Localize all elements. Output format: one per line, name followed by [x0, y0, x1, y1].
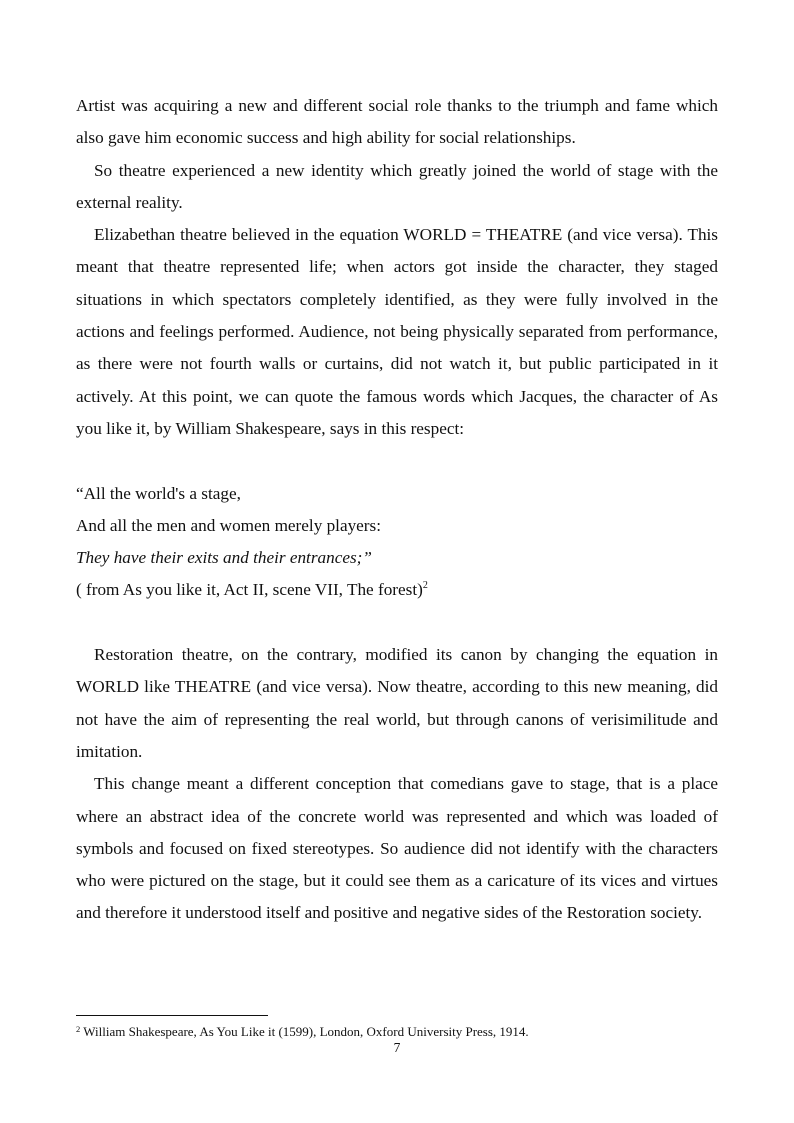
body-text: [76, 90, 718, 930]
quote-line-1: “All the world's a stage,: [76, 483, 241, 503]
quote-line-3: They have their exits and their entrances;”: [76, 548, 372, 568]
paragraph-artist-role: Artist was acquiring a new and different social role thanks to the triumph and fame which also gave him economic success and high ability for social relationships.: [76, 96, 718, 148]
footnote-number: 2: [76, 1024, 81, 1034]
quote-source: [76, 574, 718, 606]
paragraph-conception-change: This change meant a different conception that comedians gave to stage, that is a place where an abstract idea of the concrete world was represented and which was loaded of symbols and focused on fixed stereotypes. So audience did not identify with the characters who were pictured on the stage, but it could see them as a caricature of its vices and virtues and therefore it understood itself and positive and negative sides of the Restoration society.: [76, 774, 718, 923]
paragraph-theatre-identity: So theatre experienced a new identity which greatly joined the world of stage with the external reality.: [76, 160, 718, 212]
paragraph-restoration-theatre: Restoration theatre, on the contrary, modified its canon by changing the equation in WORLD like THEATRE (and vice versa). Now theatre, according to this new meaning, did not have the aim of representing the real world, but through canons of verisimilitude and imitation.: [76, 645, 718, 761]
spacer: [76, 607, 718, 639]
footnote-text: William Shakespeare, As You Like it (1599), London, Oxford University Press, 1914.: [80, 1024, 529, 1039]
footnote-separator: [76, 1015, 268, 1016]
page-number: 7: [393, 1040, 401, 1055]
footnote: [76, 1024, 718, 1040]
paragraph-elizabethan-theatre: Elizabethan theatre believed in the equation WORLD = THEATRE (and vice versa). This meant that theatre represented life; when actors got inside the character, they staged situations in which spectators completely identified, as they were fully involved in the actions and feelings performed. Audience, not being physically separated from performance, as there were not fourth walls or curtains, did not watch it, but public participated in it actively. At this point, we can quote the famous words which Jacques, the character of As you like it, by William Shakespeare, says in this respect:: [76, 225, 718, 438]
spacer: [76, 445, 718, 477]
footnote-reference[interactable]: 2: [422, 580, 428, 592]
quote-source-text: ( from As you like it, Act II, scene VII, The forest): [76, 580, 423, 600]
shakespeare-quote: [76, 478, 718, 607]
quote-line-2: And all the men and women merely players:: [76, 515, 381, 535]
